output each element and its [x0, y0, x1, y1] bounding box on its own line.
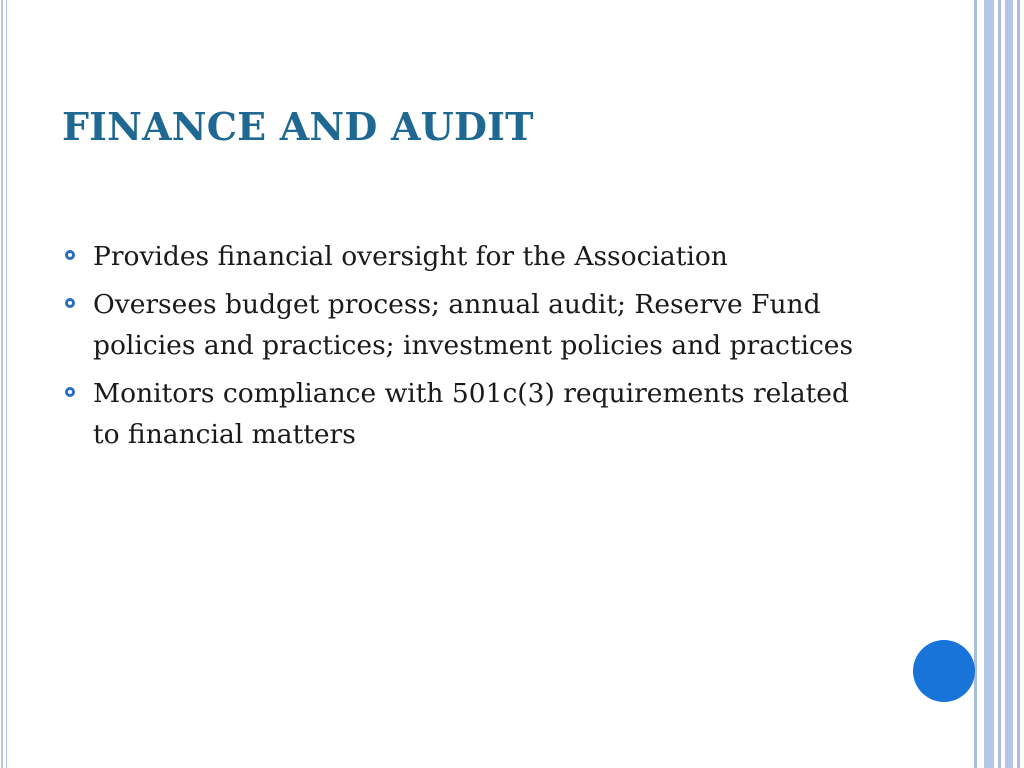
bullet-item: [62, 236, 862, 277]
bullet-text: Oversees budget process; annual audit; Reserve Fund policies and practices; investment policies and practices: [93, 289, 854, 361]
slide-title: FINANCE AND AUDIT: [62, 104, 534, 149]
bullet-text: Provides financial oversight for the Association: [93, 241, 728, 272]
bullet-text: Monitors compliance with 501c(3) requirements related to financial matters: [93, 378, 849, 450]
bullet-list: [62, 236, 862, 462]
bullet-circle-icon: [65, 250, 75, 260]
left-border-decoration: [0, 0, 10, 768]
bullet-circle-icon: [65, 387, 75, 397]
right-border-decoration: [974, 0, 1024, 768]
bullet-circle-icon: [65, 298, 75, 308]
bullet-item: [62, 284, 862, 366]
bullet-item: [62, 373, 862, 455]
decorative-circle: [913, 640, 975, 702]
